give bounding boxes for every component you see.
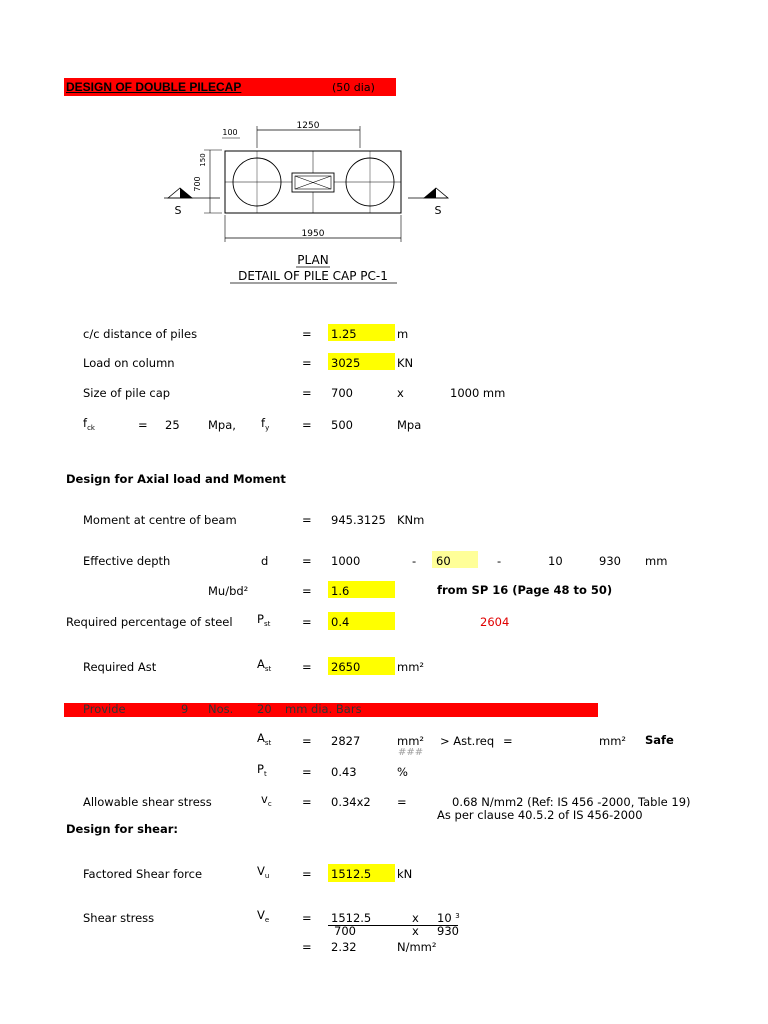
size-length: 1000 mm [450,386,506,400]
load-value[interactable]: 3025 [331,356,361,370]
fck-symbol: $f_{ck}$ [83,416,95,432]
stress-numerator-factor: 10 $^3$ [437,911,460,925]
depth-symbol: d [261,554,269,568]
fy-value: 500 [331,418,353,432]
depth-effective: 930 [599,554,621,568]
cc-label: c/c distance of piles [83,327,198,341]
load-unit: KN [397,356,414,370]
stress-label: Shear stress [83,911,155,925]
stress-result: 2.32 [331,940,357,954]
caption-detail: DETAIL OF PILE CAP PC-1 [238,269,388,283]
provide-word: Provide [83,702,126,716]
stress-eq2: = [302,940,312,954]
stress-symbol: $V_e$ [257,908,270,924]
mubd-reference: from SP 16 (Page 48 to 50) [437,583,613,597]
depth-cover[interactable]: 60 [436,554,451,568]
stress-numerator-x: x [412,911,419,925]
pst-red-value: 2604 [480,615,510,629]
vu-eq: = [302,867,312,881]
pt-symbol: $P_t$ [257,762,267,778]
depth-eq: = [302,554,312,568]
pst-eq: = [302,615,312,629]
cc-value[interactable]: 1.25 [331,327,357,341]
ast-compare: > Ast.req [440,734,495,748]
load-eq: = [302,356,312,370]
ast-provided-eq: = [302,734,312,748]
title-note: (50 dia) [332,81,375,94]
stress-unit: N/mm² [397,940,437,954]
depth-minus-1: - [412,554,417,568]
caption-plan: PLAN [297,253,329,267]
dim-bottom: 1950 [301,229,325,239]
mubd-label: Mu/bd² [208,584,249,598]
vu-unit: kN [397,867,413,881]
moment-label: Moment at centre of beam [83,513,237,527]
depth-minus-2: - [497,554,502,568]
provide-nos: Nos. [208,702,234,716]
depth-total: 1000 [331,554,361,568]
stress-denominator-x: x [412,924,419,938]
depth-bar-half: 10 [548,554,563,568]
allow-shear-formula: 0.34x2 [331,795,371,809]
moment-value: 945.3125 [331,513,386,527]
ast-overflow-hash: ### [398,747,424,758]
vu-value[interactable]: 1512.5 [331,867,372,881]
stress-eq: = [302,911,312,925]
ast-symbol: $A_{st}$ [257,657,272,673]
ast-provided-value: 2827 [331,734,361,748]
stress-denominator-depth: 930 [437,924,459,938]
ast-unit: mm² [397,660,425,674]
vu-symbol: $V_u$ [257,864,270,880]
size-label: Size of pile cap [83,386,171,400]
ast-compare-unit: mm² [599,734,627,748]
dim-top: 1250 [296,121,320,131]
size-eq: = [302,386,312,400]
page-title: DESIGN OF DOUBLE PILECAP [66,80,242,94]
mubd-eq: = [302,584,312,598]
ast-provided-symbol: $A_{st}$ [257,731,272,747]
allow-shear-label: Allowable shear stress [83,795,212,809]
ast-label: Required Ast [83,660,157,674]
section-mark-left: S [174,204,182,217]
fck-eq: = [138,418,148,432]
allow-shear-result: 0.68 N/mm2 (Ref: IS 456 -2000, Table 19) [452,795,691,809]
dim-left-top: 100 [222,128,238,137]
moment-eq: = [302,513,312,527]
ast-eq: = [302,660,312,674]
pst-symbol: $P_{st}$ [257,612,271,628]
fck-unit: Mpa, [208,418,236,432]
size-x: x [397,386,404,400]
pt-value: 0.43 [331,765,357,779]
allow-shear-clause: As per clause 40.5.2 of IS 456-2000 [437,808,643,822]
pst-value[interactable]: 0.4 [331,615,350,629]
fy-symbol: $f_y$ [261,416,270,432]
moment-unit: KNm [397,513,425,527]
provide-count[interactable]: 9 [181,702,189,716]
pst-label: Required percentage of steel [66,615,233,629]
allow-shear-eq2: = [397,795,407,809]
mubd-value[interactable]: 1.6 [331,584,350,598]
provide-dia[interactable]: 20 [257,702,272,716]
status-safe: Safe [645,733,674,747]
depth-label: Effective depth [83,554,171,568]
cc-eq: = [302,327,312,341]
ast-compare-eq: = [503,734,513,748]
cc-unit: m [397,327,409,341]
section-mark-right: S [434,204,442,217]
axial-heading: Design for Axial load and Moment [66,472,286,486]
fy-eq: = [302,418,312,432]
depth-unit: mm [645,554,668,568]
pile-cap-plan-drawing [160,118,450,288]
shear-heading: Design for shear: [66,822,178,836]
ast-provided-unit: mm² [397,734,425,748]
load-label: Load on column [83,356,175,370]
pt-unit: % [397,765,408,779]
allow-shear-eq: = [302,795,312,809]
fck-value: 25 [165,418,180,432]
pt-eq: = [302,765,312,779]
vu-label: Factored Shear force [83,867,203,881]
size-width: 700 [331,386,353,400]
fy-unit: Mpa [397,418,422,432]
stress-denominator-width: 700 [334,924,356,938]
allow-shear-symbol: $v_c$ [261,792,272,808]
dim-left-mid: 150 [199,153,207,167]
ast-value[interactable]: 2650 [331,660,361,674]
stress-numerator-force: 1512.5 [331,911,372,925]
provide-text: mm dia. Bars [285,702,362,716]
dim-left-full: 700 [193,176,202,192]
